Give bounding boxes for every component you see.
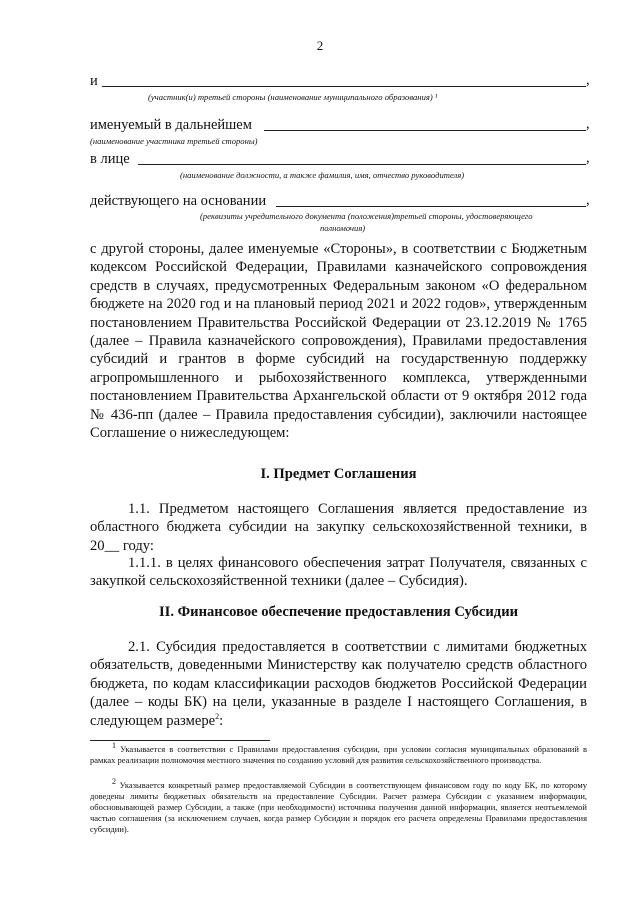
footnote-ref-2: 2 (215, 711, 220, 721)
basis-line-note-2: полномочия) (320, 223, 366, 233)
comma: , (586, 116, 590, 132)
comma: , (586, 192, 590, 208)
named-fill-line (264, 130, 586, 131)
section-2-title: II. Финансовое обеспечение предоставления Субсидии (158, 604, 519, 620)
basis-line-prefix: действующего на основании (90, 193, 267, 209)
party-line-prefix: и (90, 73, 98, 89)
basis-fill-line (276, 206, 586, 207)
named-line-note: (наименование участника третьей стороны) (90, 136, 258, 146)
page-number: 2 (316, 38, 324, 53)
party-fill-line (102, 86, 586, 87)
person-line-note: (наименование должности, а также фамилия, имя, отчество руководителя) (180, 170, 465, 180)
footnote-1: $^1$ Указывается в соответствии с Правилами предоставления субсидии, при условии согласия муниципальных образований в рамках реализации полномочия местного значения по созданию условий для развития сельскохозяйственного производства. (90, 741, 588, 765)
footnote-separator (90, 740, 270, 741)
section-1-paragraph-2: 1.1.1. в целях финансового обеспечения затрат Получателя, связанных с закупкой сельскохозяйственной техники (далее – Субсидия). (90, 555, 587, 590)
named-line-prefix: именуемый в дальнейшем (90, 117, 252, 133)
basis-line-note: (реквизиты учредительного документа (положения)третьей стороны, удостоверяющего (200, 211, 533, 221)
footnote-2: $^2$ Указывается конкретный размер предоставляемой Субсидии в соответствующем финансовом году по коду БК, по которому доведены лимиты бюджетных обязательств на предоставление Субсидии. Расчет размера Субсидии с указанием информации, обосновывающей размер Субсидии, а также (при необходимости) источника получения данной информации, является неотъемлемой частью соглашения (за исключением случаев, когда размер Субсидии и порядок его расчета определены Правилами предоставления субсидии). (90, 777, 587, 834)
intro-paragraph: с другой стороны, далее именуемые «Стороны», в соответствии с Бюджетным кодексом Российской Федерации, Правилами казначейского сопровождения средств в случаях, предусмотренных Федеральным законом «О федеральном бюджете на 2020 год и на плановый период 2021 и 2022 годов», утвержденным постановлением Правительства Российской Федерации от 23.12.2019 № 1765 (далее – Правила казначейского сопровождения), Правилами предоставления субсидий и грантов в форме субсидий на государственную поддержку агропромышленного и рыбохозяйственного комплекса, утвержденными постановлением Правительства Архангельской области от 9 октября 2012 года № 436-пп (далее – Правила предоставления субсидии), заключили настоящее Соглашение о нижеследующем: (90, 241, 587, 442)
comma: , (586, 150, 590, 166)
person-line-prefix: в лице (90, 151, 130, 167)
comma: , (586, 72, 590, 88)
section-1-title: I. Предмет Соглашения (260, 466, 417, 482)
party-line-note: (участник(и) третьей стороны (наименование муниципального образования) ¹ (148, 92, 438, 102)
section-1-paragraph-1: 1.1. Предметом настоящего Соглашения является предоставление из областного бюджета субсидии на закупку сельскохозяйственной техники, в 20__ году: (90, 501, 587, 554)
person-fill-line (138, 164, 586, 165)
section-2-paragraph-1: 2.1. Субсидия предоставляется в соответствии с лимитами бюджетных обязательств, доведенными Министерству как получателю средств областного бюджета, по кодам классификации расходов бюджетов Российской Федерации (далее – коды БК) на цели, указанные в разделе I настоящего Соглашения, в следующем размере$^2$: (90, 639, 587, 729)
